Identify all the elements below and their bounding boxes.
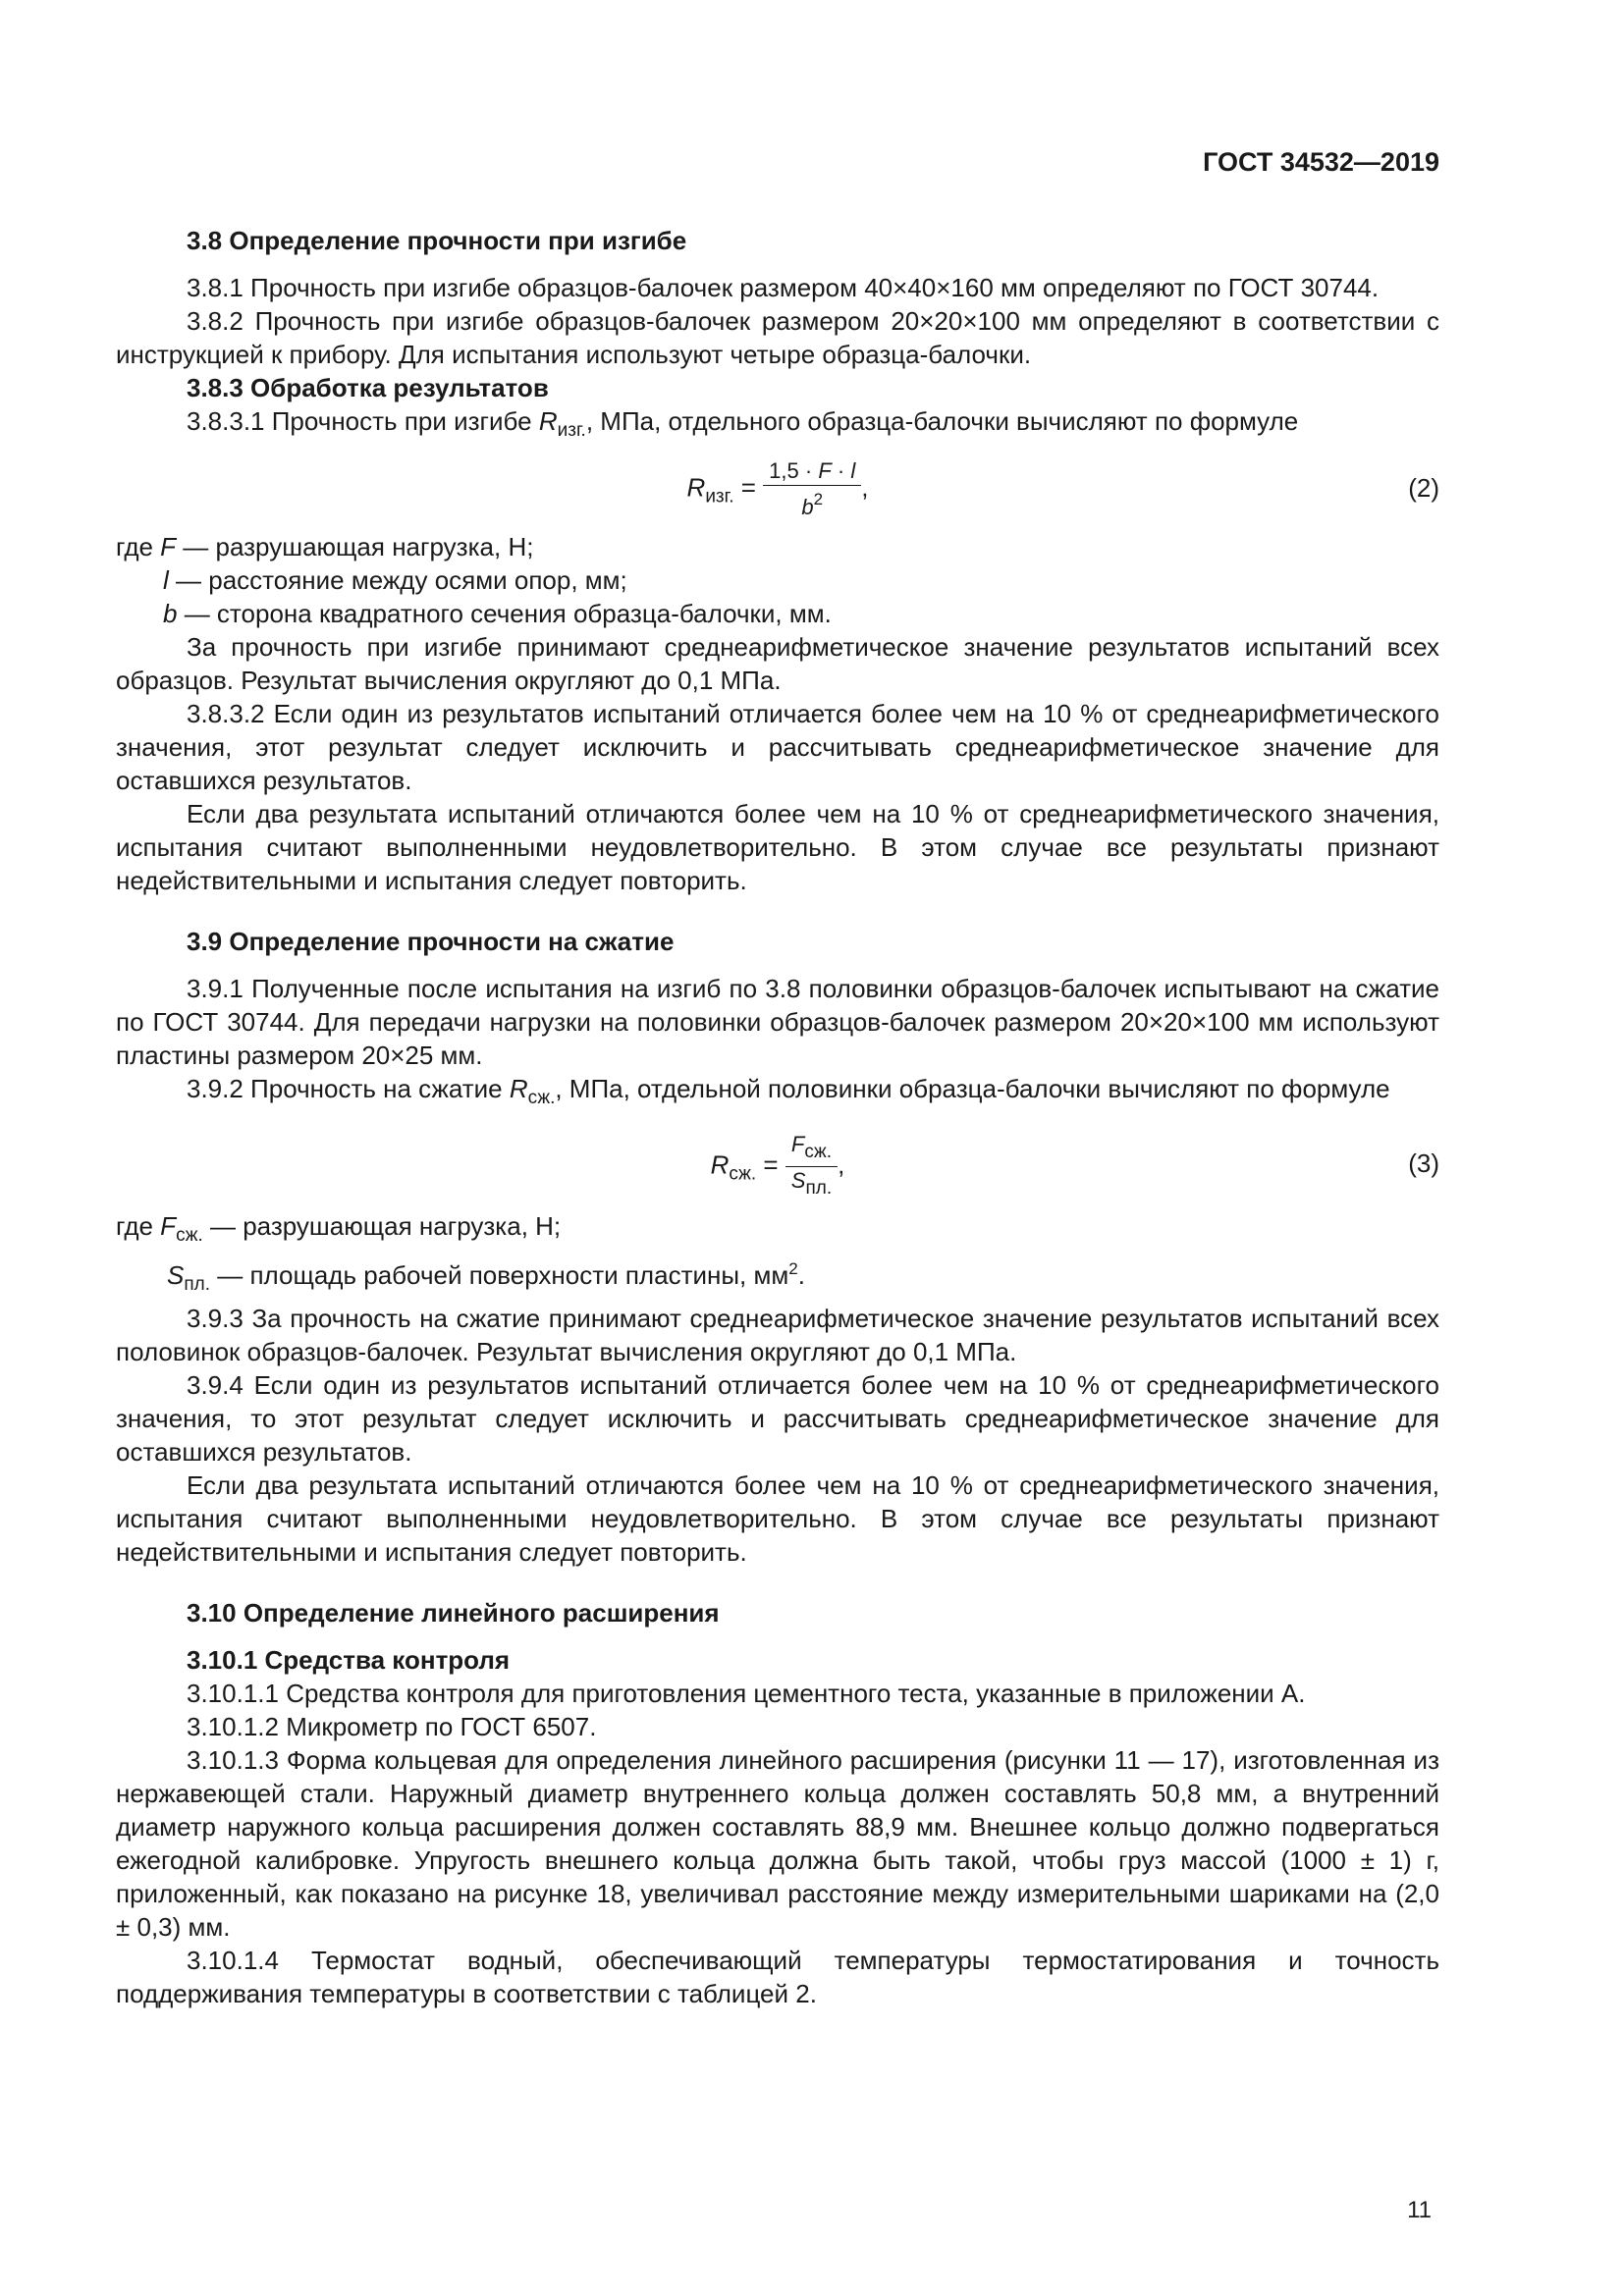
where-f-definition: где F — разрушающая нагрузка, Н; <box>116 532 534 561</box>
paragraph-3-10-1-4: 3.10.1.4 Термостат водный, обеспечивающий температуры термостатирования и точность поддерживания температуры в соответствии с таблицей 2. <box>116 1946 1439 2008</box>
where-f-sj-definition: где $F_{сж.}$ — разрушающая нагрузка, Н; <box>116 1211 562 1246</box>
formula-2-number: (2) <box>1408 473 1439 503</box>
where-s-pl-definition: $S_{пл.}$ — площадь рабочей поверхности пластины, $мм^2$. <box>167 1259 805 1295</box>
paragraph-3-8-2: 3.8.2 Прочность при изгибе образцов-балочек размером 20×20×100 мм определяют в соответствии с инструкцией к прибору. Для испытания используют четыре образца-балочки. <box>116 306 1439 369</box>
formula-3-expression: $R_{сж.}$ = $\frac{\text{Fсж.}}{\text{Sпл.}}$ , <box>116 1131 1439 1202</box>
paragraph-3-10-1-3: 3.10.1.3 Форма кольцевая для определения линейного расширения (рисунки 11 — 17), изготовленная из нержавеющей стали. Наружный диаметр внутреннего кольца должен составлять 50,8 мм, а внутренний диаметр наружного кольца расширения должен составлять 88,9 мм. Внешнее кольцо должно подвергаться ежегодной калибровке. Упругость внешнего кольца должна быть такой, чтобы груз массой (1000 ± 1) г, приложенный, как показано на рисунке 18, увеличивал расстояние между измерительными шариками на (2,0 ± 0,3) мм. <box>116 1745 1439 1942</box>
formula-3-number: (3) <box>1408 1148 1439 1178</box>
paragraph-3-8-3-2: 3.8.3.2 Если один из результатов испытаний отличается более чем на 10 % от среднеарифметического значения, этот результат следует исключить и рассчитывать среднеарифметическое значение для оставшихся результатов. <box>116 699 1439 795</box>
formula-3-numerator: Fсж. <box>785 1131 838 1167</box>
document-id-header: ГОСТ 34532—2019 <box>1203 147 1439 177</box>
formula-3-fraction <box>785 1131 838 1202</box>
formula-2-fraction <box>763 457 861 521</box>
paragraph-3-10-1-1: 3.10.1.1 Средства контроля для приготовления цементного теста, указанные в приложении А. <box>187 1679 1306 1708</box>
section-3-10-title: 3.10 Определение линейного расширения <box>187 1598 720 1628</box>
formula-2-denominator: $b^2$ <box>801 490 824 519</box>
paragraph-3-8-3-1-result: За прочность при изгибе принимают среднеарифметическое значение результатов испытаний всех образцов. Результат вычисления округляют до 0,1 МПа. <box>116 632 1439 695</box>
paragraph-3-10-1-2: 3.10.1.2 Микрометр по ГОСТ 6507. <box>187 1712 597 1741</box>
paragraph-3-8-3-1: 3.8.3.1 Прочность при изгибе $R_{изг.}$, МПа, отдельного образца-балочки вычисляют по формуле <box>187 406 1299 441</box>
paragraph-3-9-4: 3.9.4 Если один из результатов испытаний отличается более чем на 10 % от среднеарифметического значения, то этот результат следует исключить и рассчитывать среднеарифметическое значение для оставшихся результатов. <box>116 1370 1439 1467</box>
formula-2 <box>116 452 1439 526</box>
paragraph-3-9-1: 3.9.1 Полученные после испытания на изгиб по 3.8 половинки образцов-балочек испытывают на сжатие по ГОСТ 30744. Для передачи нагрузки на половинки образцов-балочек размером 20×20×100 мм используют пластины размером 20×25 мм. <box>116 974 1439 1070</box>
subsection-3-10-1-title: 3.10.1 Средства контроля <box>187 1645 511 1675</box>
formula-2-expression: $R_{изг.}$ = $\frac{1,5 \cdot F \cdot l}{b^2}$ , <box>686 458 869 519</box>
section-3-9-title: 3.9 Определение прочности на сжатие <box>187 927 675 956</box>
formula-2-numerator: 1,5 · F · l <box>763 457 861 486</box>
paragraph-3-8-1: 3.8.1 Прочность при изгибе образцов-балочек размером 40×40×160 мм определяют по ГОСТ 30744. <box>187 273 1380 302</box>
formula-3 <box>116 1119 1439 1205</box>
subsection-3-8-3-title: 3.8.3 Обработка результатов <box>187 373 549 402</box>
formula-3-denominator: Sпл. <box>790 1168 833 1199</box>
section-3-8-title: 3.8 Определение прочности при изгибе <box>187 226 687 255</box>
paragraph-3-9-2: 3.9.2 Прочность на сжатие $R_{сж.}$, МПа, отдельной половинки образца-балочки вычисляют по формуле <box>187 1074 1390 1108</box>
document-page <box>116 0 1439 2296</box>
paragraph-3-8-3-2-b: Если два результата испытаний отличаются более чем на 10 % от среднеарифметического значения, испытания считают выполненными неудовлетворительно. В этом случае все результаты признают недействительными и испытания следует повторить. <box>116 799 1439 895</box>
paragraph-3-9-3: 3.9.3 За прочность на сжатие принимают среднеарифметическое значение результатов испытаний всех половинок образцов-балочек. Результат вычисления округляют до 0,1 МПа. <box>116 1304 1439 1366</box>
where-b-definition: b — сторона квадратного сечения образца-балочки, мм. <box>163 599 832 628</box>
where-l-definition: l — расстояние между осями опор, мм; <box>163 565 627 595</box>
paragraph-3-9-4-b: Если два результата испытаний отличаются более чем на 10 % от среднеарифметического значения, испытания считают выполненными неудовлетворительно. В этом случае все результаты признают недействительными и испытания следует повторить. <box>116 1470 1439 1567</box>
page-number: 11 <box>1407 2197 1432 2223</box>
document-body <box>116 224 1439 2010</box>
